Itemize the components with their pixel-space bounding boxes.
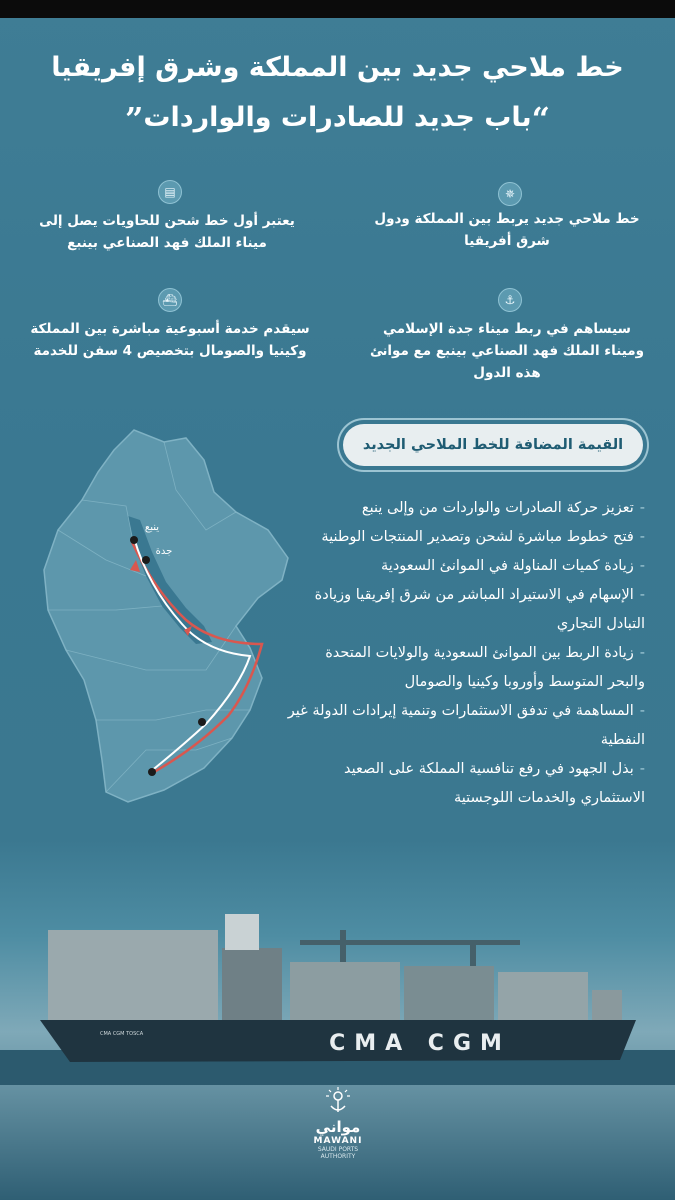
- value-heading-text: القيمة المضافة للخط الملاحي الجديد: [362, 437, 624, 453]
- port-jeddah-dot: [142, 556, 150, 564]
- anchor-icon: ⚓: [498, 288, 522, 312]
- list-item-text: المساهمة في تدفق الاستثمارات وتنمية إيرادات الدولة غير النفطية: [287, 703, 645, 748]
- land-mass: [44, 430, 288, 802]
- port-yanbu-dot: [130, 536, 138, 544]
- container-icon: ▤: [158, 180, 182, 204]
- list-item-text: بذل الجهود في رفع تنافسية المملكة على الصعيد الاستثماري والخدمات اللوجستية: [344, 761, 645, 806]
- container-ship-illustration: [0, 900, 675, 1085]
- close-quote: “: [531, 100, 551, 138]
- list-item: [285, 639, 645, 697]
- bullet: -: [639, 703, 645, 719]
- port-mombasa-dot: [148, 768, 156, 776]
- port-mogadishu-dot: [198, 718, 206, 726]
- logo-english: MAWANI: [313, 1136, 363, 1146]
- bullet: -: [639, 558, 645, 574]
- list-item: [285, 755, 645, 813]
- feature-new-route: خط ملاحي جديد يربط بين المملكة ودول شرق أفريقيا: [374, 211, 640, 249]
- logo-sub: SAUDI PORTS AUTHORITY: [317, 1146, 359, 1160]
- list-item-text: فتح خطوط مباشرة لشحن وتصدير المنتجات الوطنية: [321, 529, 634, 545]
- value-list: [285, 494, 645, 813]
- subtitle-text: باب جديد للصادرات والواردات: [143, 102, 532, 133]
- list-item: [285, 523, 645, 552]
- list-item: [285, 697, 645, 755]
- list-item-text: تعزيز حركة الصادرات والواردات من وإلى ينبع: [361, 500, 634, 516]
- bullet: -: [639, 500, 645, 516]
- list-item-text: زيادة كميات المناولة في الموانئ السعودية: [381, 558, 634, 574]
- label-jeddah: جدة: [155, 546, 173, 557]
- route-map: [36, 420, 306, 820]
- list-item: [285, 494, 645, 523]
- open-quote: ”: [124, 100, 144, 138]
- feature-weekly-service: سيقدم خدمة أسبوعية مباشرة بين المملكة وكينيا والصومال بتخصيص 4 سفن للخدمة: [30, 321, 310, 359]
- crane-beam: [300, 940, 520, 945]
- list-item-text: الإسهام في الاستيراد المباشر من شرق إفريقيا وزيادة التبادل التجاري: [314, 587, 645, 632]
- top-status-bar: [0, 0, 675, 18]
- anchor-sun-icon: [321, 1086, 355, 1114]
- hull-text: CMA CGM: [329, 1031, 511, 1056]
- mawani-logo: [302, 1086, 374, 1160]
- list-item-text: زيادة الربط بين الموانئ السعودية والولايات المتحدة والبحر المتوسط وأوروبا وكينيا والصومال: [325, 645, 645, 690]
- ship-name: CMA CGM TOSCA: [100, 1031, 144, 1037]
- list-item: [285, 581, 645, 639]
- containers: [48, 914, 622, 1020]
- logo-arabic: مواني: [315, 1118, 361, 1136]
- subtitle: [0, 100, 675, 138]
- feature-first-line: يعتبر أول خط شحن للحاويات يصل إلى ميناء الملك فهد الصناعي بينبع: [39, 213, 295, 251]
- bullet: -: [639, 587, 645, 603]
- ship-wheel-icon: ✵: [498, 182, 522, 206]
- main-title: خط ملاحي جديد بين المملكة وشرق إفريقيا: [51, 52, 624, 83]
- bullet: -: [639, 645, 645, 661]
- cargo-ship-icon: ⛴: [158, 288, 182, 312]
- bullet: -: [639, 529, 645, 545]
- feature-connect-ports: سيساهم في ربط ميناء جدة الإسلامي وميناء الملك فهد الصناعي بينبع مع موانئ هذه الدول: [369, 321, 645, 381]
- list-item: [285, 552, 645, 581]
- label-yanbu: ينبع: [144, 522, 160, 533]
- bullet: -: [639, 761, 645, 777]
- value-section-heading: [343, 424, 643, 466]
